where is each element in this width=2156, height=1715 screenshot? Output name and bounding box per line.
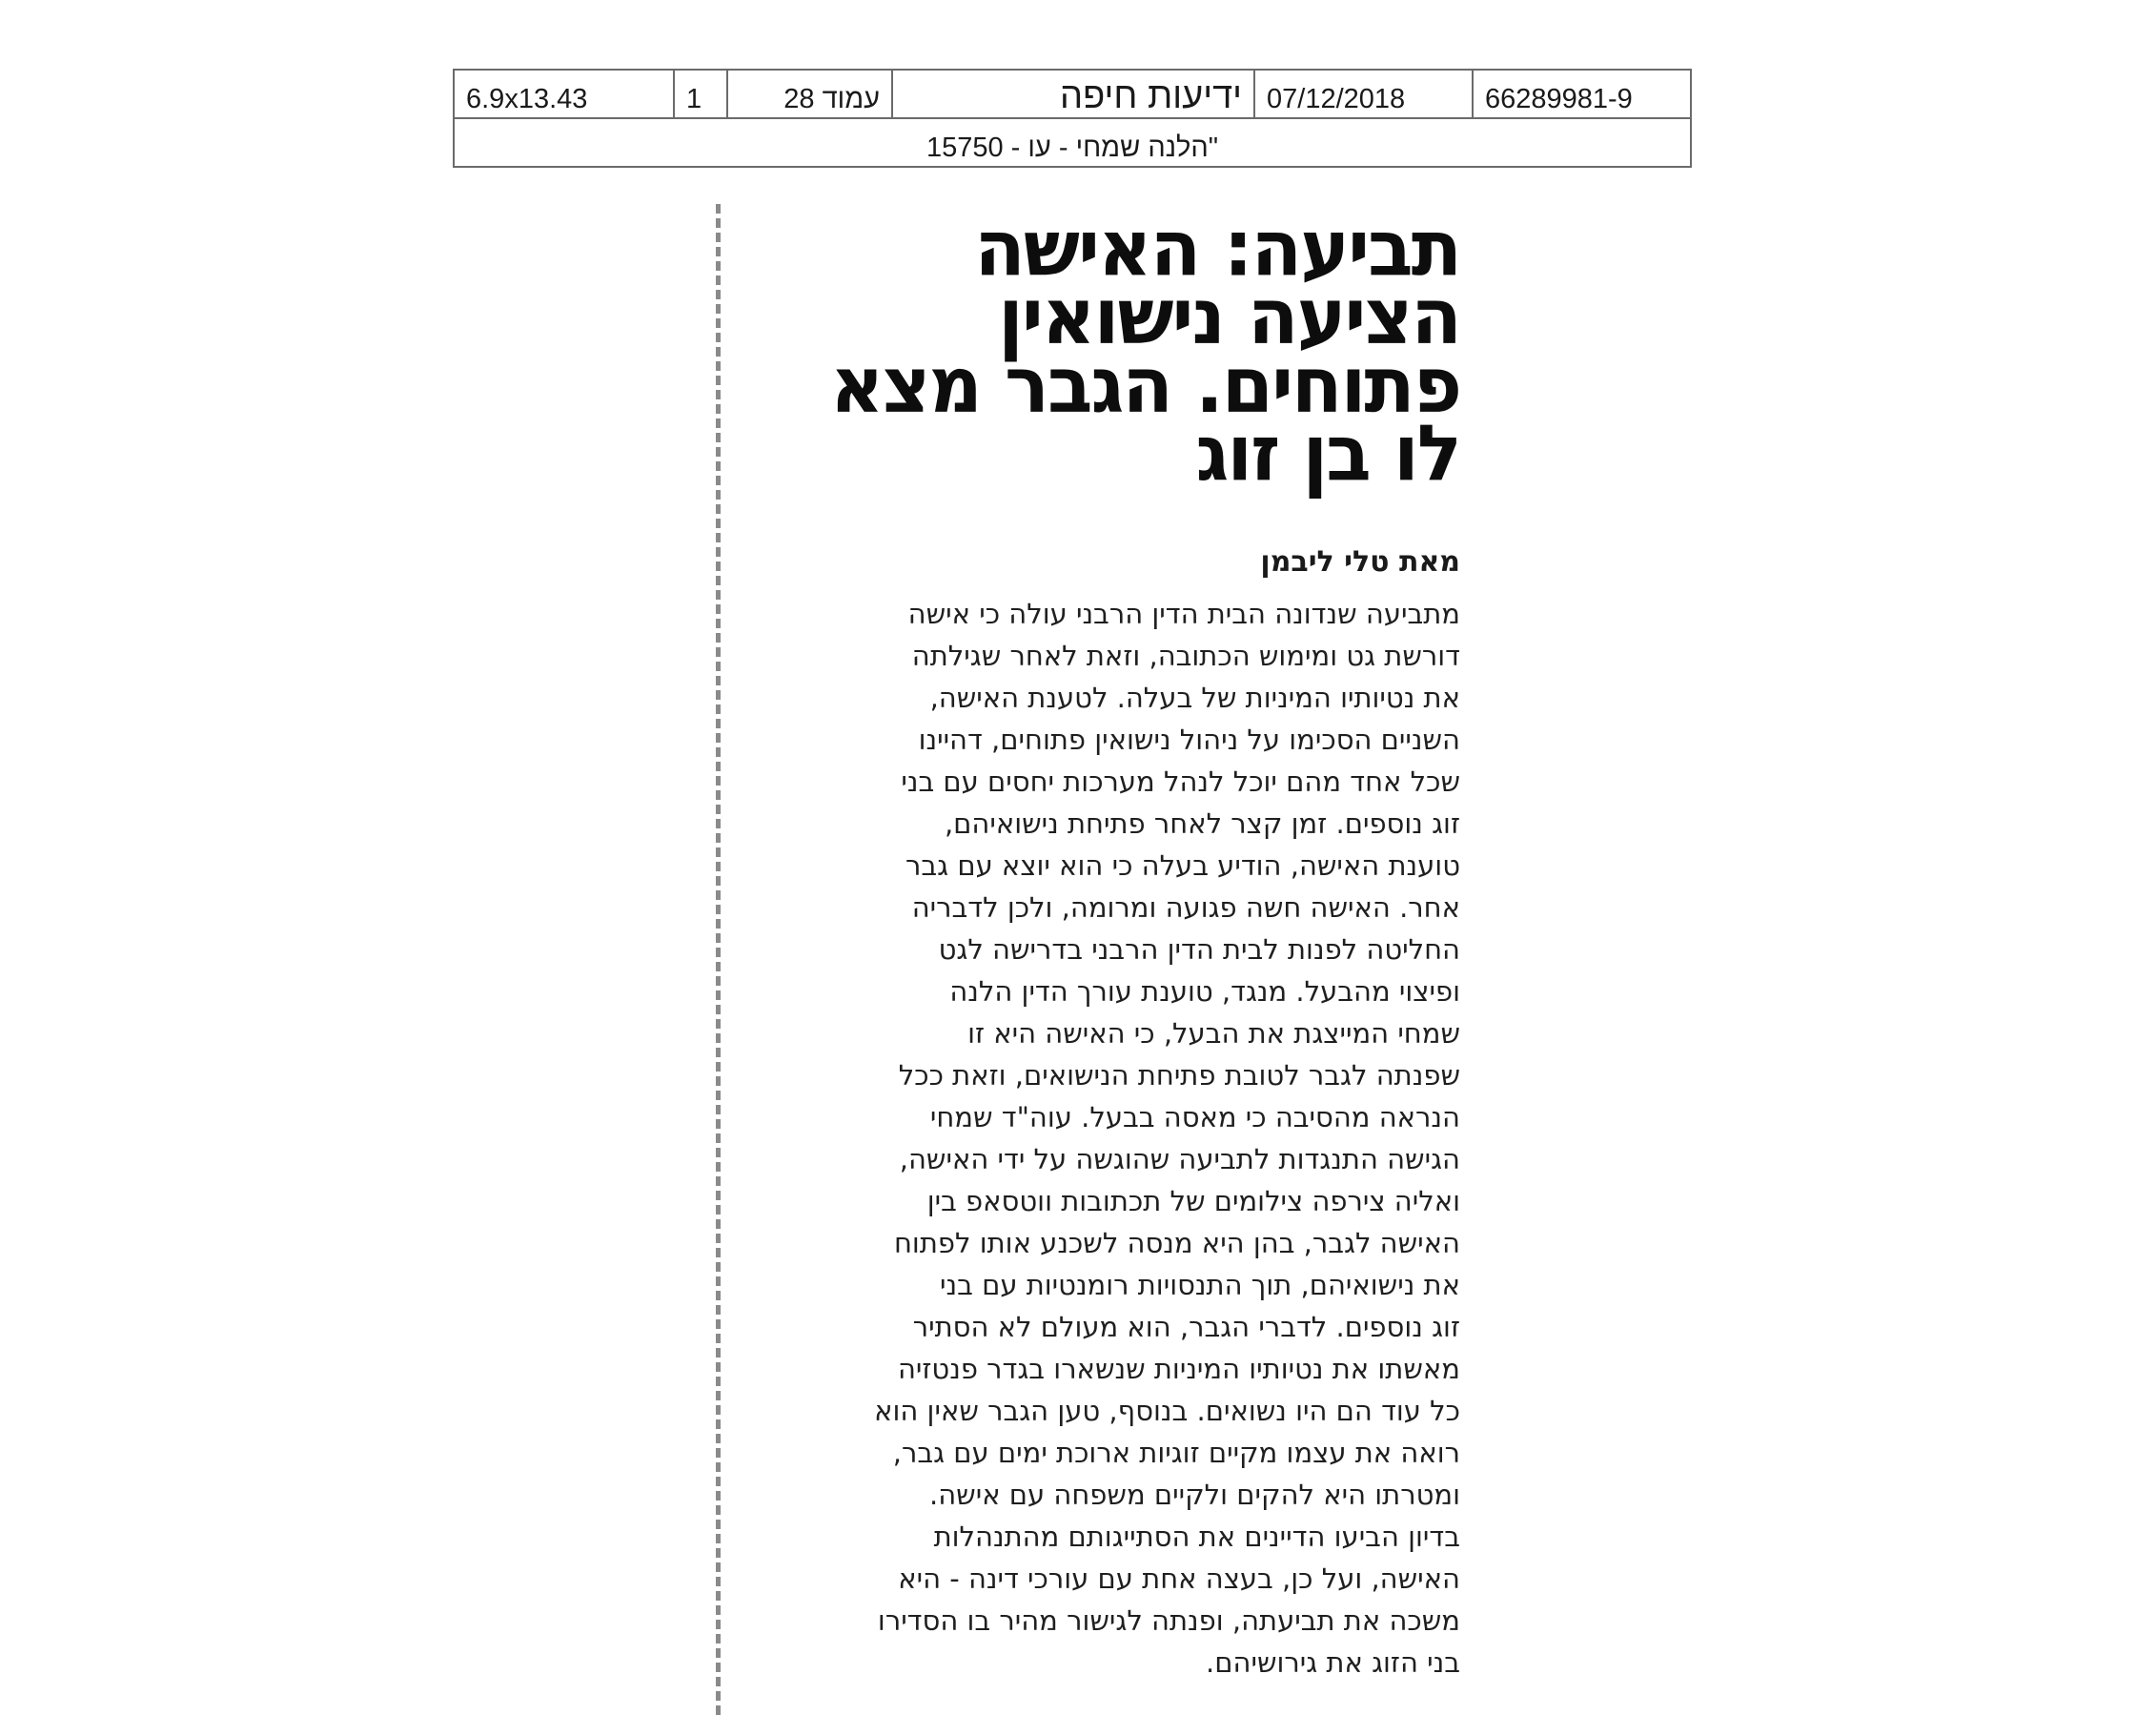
body-line: משכה את תביעתה, ופנתה לגישור מהיר בו הסדירו bbox=[877, 1604, 1460, 1637]
body-line: השניים הסכימו על ניהול נישואין פתוחים, דהיינו bbox=[918, 724, 1460, 756]
body-line: זוג נוספים. זמן קצר לאחר פתיחת נישואיהם, bbox=[944, 807, 1460, 840]
body-line: הנראה מהסיבה כי מאסה בבעל. עוה"ד שמחי bbox=[929, 1101, 1460, 1133]
body-line: האישה לגבר, בהן היא מנסה לשכנע אותו לפתוח bbox=[893, 1227, 1460, 1259]
clipping-size: 6.9x13.43 bbox=[466, 84, 588, 114]
article bbox=[734, 204, 1460, 1679]
body-line: ופיצוי מהבעל. מנגד, טוענת עורך הדין הלנה bbox=[949, 975, 1460, 1008]
article-body bbox=[734, 593, 1460, 1684]
clipping-count: 1 bbox=[673, 71, 726, 117]
client-line: "הלנה שמחי - עו - 15750 bbox=[925, 133, 1219, 163]
body-line: החליטה לפנות לבית הדין הרבני בדרישה לגט bbox=[938, 933, 1460, 966]
body-line: שמחי המייצגת את הבעל, כי האישה היא זו bbox=[967, 1017, 1460, 1050]
body-line: את נטיותיו המיניות של בעלה. לטענת האישה, bbox=[929, 682, 1460, 714]
article-byline: מאת טלי ליבמן bbox=[1260, 545, 1460, 579]
body-line: דורשת גט ומימוש הכתובה, וזאת לאחר שגילתה bbox=[911, 640, 1460, 672]
body-line: טוענת האישה, הודיע בעלה כי הוא יוצא עם גבר bbox=[905, 849, 1460, 882]
body-line: מאשתו את נטיותיו המיניות שנשארו בגדר פנטזיה bbox=[897, 1353, 1460, 1385]
clipping-id: 66289981-9 bbox=[1472, 71, 1690, 117]
body-line: מתביעה שנדונה הבית הדין הרבני עולה כי אישה bbox=[907, 598, 1460, 630]
body-line: שפנתה לגבר לטובת פתיחת הנישואים, וזאת ככל bbox=[898, 1059, 1460, 1092]
headline-line: פתוחים. הגבר מצא bbox=[829, 341, 1460, 431]
body-line: האישה, ועל כן, בעצה אחת עם עורכי דינה - היא bbox=[898, 1562, 1460, 1595]
article-headline bbox=[734, 204, 1460, 500]
body-line: אחר. האישה חשה פגועה ומרומה, ולכן לדבריה bbox=[911, 891, 1460, 924]
clipping-header bbox=[453, 69, 1692, 168]
headline-line: תביעה: האישה bbox=[974, 204, 1460, 295]
publication-name: ידיעות חיפה bbox=[891, 71, 1253, 117]
clipping-header-top-row bbox=[455, 71, 1690, 119]
headline-line: לו בן זוג bbox=[1195, 409, 1460, 500]
body-line: רואה את עצמו מקיים זוגיות ארוכת ימים עם גבר, bbox=[892, 1437, 1460, 1469]
headline-line: הציעה נישואין bbox=[998, 273, 1460, 362]
body-line: הגישה התנגדות לתביעה שהוגשה על ידי האישה, bbox=[899, 1143, 1460, 1175]
body-line: כל עוד הם היו נשואים. בנוסף, טען הגבר שאין הוא bbox=[874, 1395, 1460, 1427]
clip-border bbox=[716, 204, 721, 1715]
page-number: עמוד 28 bbox=[726, 71, 891, 117]
body-line: בדיון הביעו הדיינים את הסתייגותם מהתנהלות bbox=[933, 1521, 1460, 1553]
body-line: ומטרתו היא להקים ולקיים משפחה עם אישה. bbox=[929, 1479, 1460, 1511]
body-line: את נישואיהם, תוך התנסויות רומנטיות עם בני bbox=[940, 1269, 1460, 1301]
publication-date: 07/12/2018 bbox=[1253, 71, 1472, 117]
body-line: בני הזוג את גירושיהם. bbox=[1206, 1646, 1460, 1679]
body-line: שכל אחד מהם יוכל לנהל מערכות יחסים עם בני bbox=[901, 766, 1460, 798]
body-line: ואליה צירפה צילומים של תכתובות ווטסאפ בין bbox=[926, 1185, 1460, 1217]
body-line: זוג נוספים. לדברי הגבר, הוא מעולם לא הסתיר bbox=[912, 1311, 1460, 1343]
